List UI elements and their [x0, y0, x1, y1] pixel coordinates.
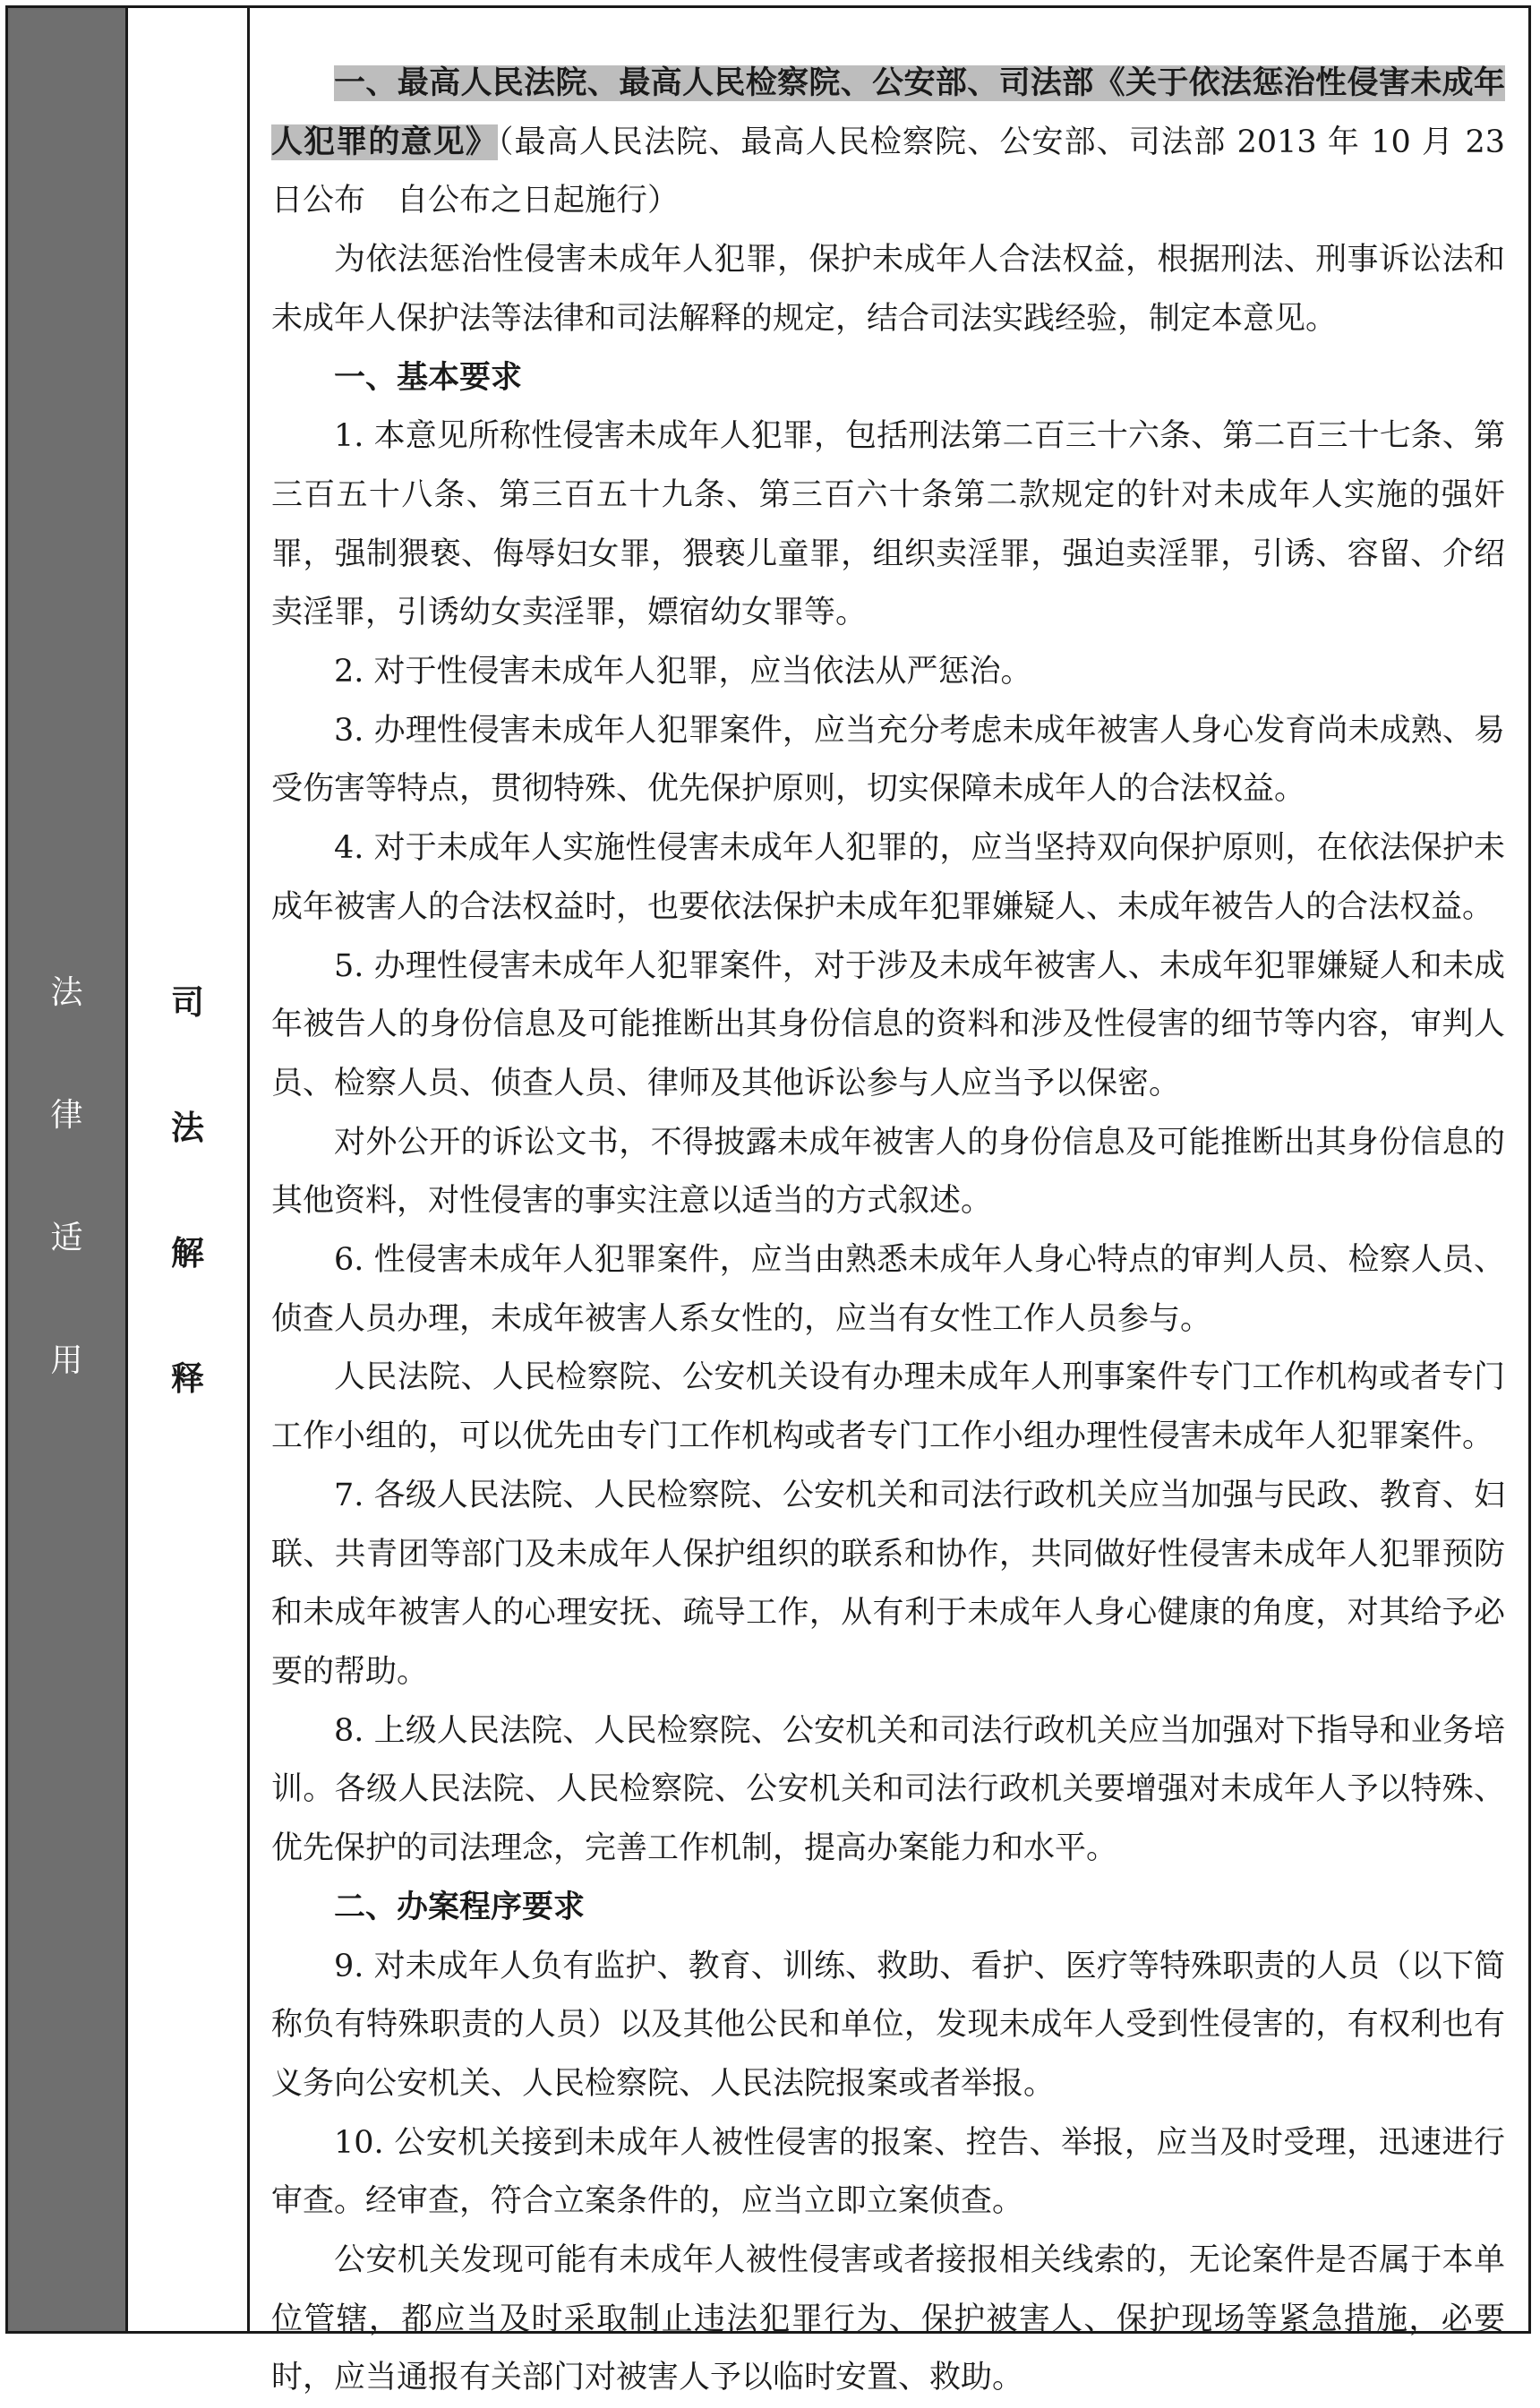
category-char: 律	[50, 1097, 83, 1134]
category-label	[50, 967, 82, 1381]
document-title: 一、最高人民法院、最高人民检察院、公安部、司法部《关于依法惩治性侵害未成年人犯罪的意见》	[271, 65, 1505, 160]
category-char: 适	[50, 1220, 83, 1256]
document-content	[250, 8, 1528, 2396]
subcategory-char: 司	[171, 983, 204, 1022]
article-paragraph: 1. 本意见所称性侵害未成年人犯罪，包括刑法第二百三十六条、第二百三十七条、第三百五十八条、第三百五十九条、第三百六十条第二款规定的针对未成年人实施的强奸罪，强制猥亵、侮辱妇女罪，猥亵儿童罪，组织卖淫罪，强迫卖淫罪，引诱、容留、介绍卖淫罪，引诱幼女卖淫罪，嫖宿幼女罪等。	[271, 418, 1505, 631]
article-paragraph: 6. 性侵害未成年人犯罪案件，应当由熟悉未成年人身心特点的审判人员、检察人员、侦查人员办理，未成年被害人系女性的，应当有女性工作人员参与。	[271, 1242, 1505, 1337]
article-paragraph: 10. 公安机关接到未成年人被性侵害的报案、控告、举报，应当及时受理，迅速进行审查。经审查，符合立案条件的，应当立即立案侦查。	[271, 2124, 1505, 2220]
category-char: 用	[50, 1342, 83, 1379]
article-paragraph: 对外公开的诉讼文书，不得披露未成年被害人的身份信息及可能推断出其身份信息的其他资料，对性侵害的事实注意以适当的方式叙述。	[271, 1124, 1505, 1220]
article-paragraph: 3. 办理性侵害未成年人犯罪案件，应当充分考虑未成年被害人身心发育尚未成熟、易受伤害等特点，贯彻特殊、优先保护原则，切实保障未成年人的合法权益。	[271, 712, 1505, 808]
subcategory-label	[171, 975, 204, 1400]
article-paragraph: 公安机关发现可能有未成年人被性侵害或者接报相关线索的，无论案件是否属于本单位管辖，都应当及时采取制止违法犯罪行为、保护被害人、保护现场等紧急措施，必要时，应当通报有关部门对被害人予以临时安置、救助。	[271, 2242, 1505, 2396]
article-paragraph: 4. 对于未成年人实施性侵害未成年人犯罪的，应当坚持双向保护原则，在依法保护未成年被害人的合法权益时，也要依法保护未成年犯罪嫌疑人、未成年被告人的合法权益。	[271, 830, 1505, 925]
section-heading: 一、基本要求	[334, 359, 523, 396]
category-char: 法	[50, 974, 83, 1011]
article-paragraph: 7. 各级人民法院、人民检察院、公安机关和司法行政机关应当加强与民政、教育、妇联、共青团等部门及未成年人保护组织的联系和协作，共同做好性侵害未成年人犯罪预防和未成年被害人的心理安抚、疏导工作，从有利于未成年人身心健康的角度，对其给予必要的帮助。	[271, 1477, 1505, 1690]
document-title-paragraph	[271, 55, 1505, 231]
category-column	[8, 8, 128, 2331]
section-heading: 二、办案程序要求	[334, 1889, 586, 1925]
document-title-note: （最高人民法院、最高人民检察院、公安部、司法部 2013 年 10 月 23 日公布 自公布之日起施行）	[271, 124, 1505, 219]
article-paragraph: 人民法院、人民检察院、公安机关设有办理未成年人刑事案件专门工作机构或者专门工作小组的，可以优先由专门工作机构或者专门工作小组办理性侵害未成年人犯罪案件。	[271, 1359, 1505, 1455]
preamble: 为依法惩治性侵害未成年人犯罪，保护未成年人合法权益，根据刑法、刑事诉讼法和未成年人保护法等法律和司法解释的规定，结合司法实践经验，制定本意见。	[271, 242, 1505, 337]
subcategory-char: 释	[171, 1359, 204, 1398]
article-paragraph: 9. 对未成年人负有监护、教育、训练、救助、看护、医疗等特殊职责的人员（以下简称负有特殊职责的人员）以及其他公民和单位，发现未成年人受到性侵害的，有权利也有义务向公安机关、人民检察院、人民法院报案或者举报。	[271, 1948, 1505, 2102]
article-paragraph: 5. 办理性侵害未成年人犯罪案件，对于涉及未成年被害人、未成年犯罪嫌疑人和未成年被告人的身份信息及可能推断出其身份信息的资料和涉及性侵害的细节等内容，审判人员、检察人员、侦查人员、律师及其他诉讼参与人应当予以保密。	[271, 947, 1505, 1101]
article-paragraph: 8. 上级人民法院、人民检察院、公安机关和司法行政机关应当加强对下指导和业务培训。各级人民法院、人民检察院、公安机关和司法行政机关要增强对未成年人予以特殊、优先保护的司法理念，完善工作机制，提高办案能力和水平。	[271, 1712, 1505, 1867]
article-paragraph: 2. 对于性侵害未成年人犯罪，应当依法从严惩治。	[334, 654, 1032, 690]
document-frame	[5, 5, 1531, 2396]
subcategory-char: 法	[171, 1109, 204, 1147]
subcategory-char: 解	[171, 1234, 204, 1273]
subcategory-column	[128, 8, 250, 2331]
